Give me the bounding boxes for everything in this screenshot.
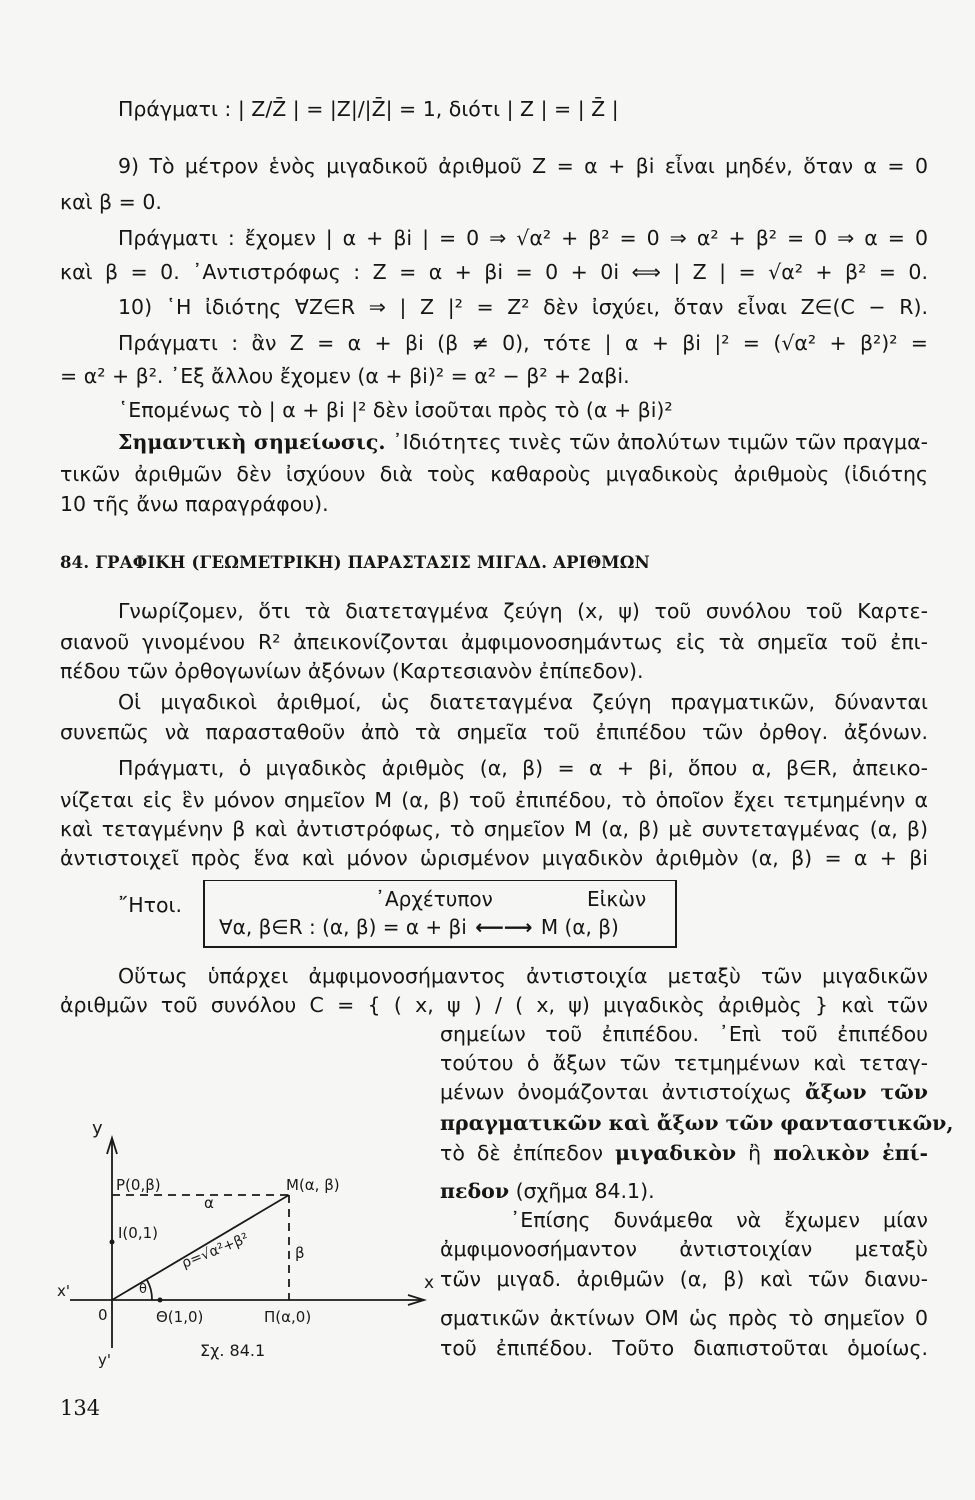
term-complex: μιγαδικὸν <box>615 1141 737 1165</box>
right-line-5 <box>440 1139 928 1167</box>
right-line-5-text: τὸ δὲ ἐπίπεδον <box>440 1141 603 1165</box>
box-header-archetype: ᾿Αρχέτυπον <box>375 887 493 911</box>
right-line-9: τῶν μιγαδ. ἀριθμῶν (α, β) καὶ τῶν διανυ- <box>440 1267 928 1291</box>
x-prime-label: x' <box>57 1282 71 1300</box>
double-arrow-icon: ⟵⟶ <box>475 915 533 939</box>
term-polar: πολικὸν ἐπί- <box>773 1141 929 1165</box>
line-10 <box>118 428 928 456</box>
para-line-10: Οὕτως ὑπάρχει ἀμφιμονοσήμαντος ἀντιστοιχία μεταξὺ τῶν μιγαδικῶν <box>118 964 928 988</box>
mapping-box <box>203 880 677 948</box>
para-line-11: ἀριθμῶν τοῦ συνόλου C = { ( x, ψ ) / ( x, ψ) μιγαδικὸς ἀριθμὸς } καὶ τῶν <box>60 993 928 1017</box>
note-text: ᾿Ιδιότητες τινὲς τῶν ἀπολύτων τιμῶν τῶν πραγμα- <box>385 430 928 454</box>
line-1: Πράγματι : | Z/Z̄ | = |Z|/|Z̄| = 1, διότι | Z | = | Z̄ | <box>118 97 619 121</box>
right-line-10: σματικῶν ἀκτίνων OM ὡς πρὸς τὸ σημεῖον 0 <box>440 1306 928 1330</box>
figure-84-1 <box>52 1110 437 1380</box>
right-line-8: ἀμφιμονοσήμαντον ἀντιστοιχίαν μεταξὺ <box>440 1237 928 1261</box>
figure-caption: Σχ. 84.1 <box>200 1341 266 1360</box>
angle-arc <box>147 1280 152 1300</box>
line-8: = α² + β². ᾿Εξ ἄλλου ἔχομεν (α + βi)² = α² − β² + 2αβi. <box>60 364 630 388</box>
note-title: Σημαντικὴ σημείωσις. <box>118 430 386 454</box>
line-11: τικῶν ἀριθμῶν δὲν ἰσχύουν διὰ τοὺς καθαροὺς μιγαδικοὺς ἀριθμοὺς (ἰδιότης <box>60 462 928 486</box>
para-line-1: Γνωρίζομεν, ὅτι τὰ διατεταγμένα ζεύγη (x, ψ) τοῦ συνόλου τοῦ Καρτε- <box>118 599 928 623</box>
box-right: Μ (α, β) <box>540 915 619 939</box>
line-9: ῾Επομένως τὸ | α + βi |² δὲν ἰσοῦται πρὸς τὸ (α + βi)² <box>118 398 673 422</box>
right-line-3 <box>440 1078 928 1106</box>
point-Theta-label: Θ(1,0) <box>156 1308 204 1326</box>
para-line-5: συνεπῶς νὰ παρασταθοῦν ἀπὸ τὰ σημεῖα τοῦ ἐπιπέδου τῶν ὀρθογ. ἀξόνων. <box>60 720 928 744</box>
line-6: 10) ῾Η ἰδιότης ∀Ζ∈R ⇒ | Ζ |² = Ζ² δὲν ἰσχύει, ὅταν εἶναι Ζ∈(C − R). <box>118 295 928 319</box>
para-line-7: νίζεται εἰς ἓν μόνον σημεῖον Μ (α, β) τοῦ ἐπιπέδου, τὸ ὁποῖον ἔχει τετμημένην α <box>60 788 928 812</box>
y-prime-label: y' <box>98 1351 112 1369</box>
point-P-label: P(0,β) <box>116 1176 161 1194</box>
box-header-image: Εἰκὼν <box>587 887 647 911</box>
htoi-label: ῎Ητοι. <box>118 893 183 917</box>
right-line-7: ᾿Επίσης δυνάμεθα νὰ ἔχωμεν μίαν <box>510 1208 928 1232</box>
box-left: ∀α, β∈R : (α, β) = α + βi <box>219 915 467 939</box>
page-number: 134 <box>60 1396 101 1420</box>
line-3: καὶ β = 0. <box>60 190 162 214</box>
angle-label: θ <box>139 1282 147 1297</box>
line-7: Πράγματι : ἂν Ζ = α + βi (β ≠ 0), τότε | α + βi |² = (√α² + β²)² = <box>118 331 928 355</box>
term-plane: πεδον <box>440 1179 510 1203</box>
origin-label: 0 <box>98 1306 108 1324</box>
section-heading: 84. ΓΡΑΦΙΚΗ (ΓΕΩΜΕΤΡΙΚΗ) ΠΑΡΑΣΤΑΣΙΣ ΜΙΓΑΔ. ΑΡΙΘΜΩΝ <box>60 553 650 572</box>
y-axis-label: y <box>92 1118 103 1139</box>
para-line-8: καὶ τεταγμένην β καὶ ἀντιστρόφως, τὸ σημεῖον Μ (α, β) μὲ συντεταγμένας (α, β) <box>60 817 928 841</box>
point-Theta <box>158 1298 163 1303</box>
para-line-4: Οἱ μιγαδικοὶ ἀριθμοί, ὡς διατεταγμένα ζεύγη πραγματικῶν, δύνανται <box>118 690 928 714</box>
point-M-label: M(α, β) <box>286 1176 340 1194</box>
line-12: 10 τῆς ἄνω παραγράφου). <box>60 492 329 516</box>
line-2: 9) Τὸ μέτρον ἑνὸς μιγαδικοῦ ἀριθμοῦ Ζ = α + βi εἶναι μηδέν, ὅταν α = 0 <box>118 154 928 178</box>
figure-ref: (σχῆμα 84.1). <box>509 1179 655 1203</box>
right-line-5-or: ἢ <box>736 1141 774 1165</box>
para-line-6: Πράγματι, ὁ μιγαδικὸς ἀριθμὸς (α, β) = α + βi, ὅπου α, β∈R, ἀπεικο- <box>118 756 928 780</box>
point-I <box>110 1240 115 1245</box>
beta-segment-label: β <box>295 1244 305 1262</box>
right-line-1: σημείων τοῦ ἐπιπέδου. ᾿Επὶ τοῦ ἐπιπέδου <box>440 1022 928 1046</box>
line-4: Πράγματι : ἔχομεν | α + βi | = 0 ⇒ √α² + β² = 0 ⇒ α² + β² = 0 ⇒ α = 0 <box>118 226 928 250</box>
box-mapping-row <box>219 915 619 939</box>
right-line-3-text: μένων ὀνομάζονται ἀντιστοίχως <box>440 1080 792 1104</box>
para-line-2: σιανοῦ γινομένου R² ἀπεικονίζονται ἀμφιμονοσημάντως εἰς τὰ σημεῖα τοῦ ἐπι- <box>60 630 928 654</box>
right-line-6 <box>440 1177 928 1205</box>
right-line-2: τούτου ὁ ἄξων τῶν τετμημένων καὶ τεταγ- <box>440 1051 928 1075</box>
right-line-4: πραγματικῶν καὶ ἄξων τῶν φανταστικῶν, <box>440 1111 954 1135</box>
right-line-11: τοῦ ἐπιπέδου. Τοῦτο διαπιστοῦται ὁμοίως. <box>440 1336 928 1360</box>
point-Pi-label: Π(α,0) <box>264 1308 312 1326</box>
x-axis-label: x <box>424 1273 435 1293</box>
alpha-segment-label: α <box>204 1194 214 1212</box>
line-5: καὶ β = 0. ᾿Αντιστρόφως : Ζ = α + βi = 0 + 0i ⟺ | Ζ | = √α² + β² = 0. <box>60 260 928 284</box>
term-real-axis: ἄξων τῶν <box>804 1080 928 1104</box>
para-line-9: ἀντιστοιχεῖ πρὸς ἕνα καὶ μόνον ὡρισμένον μιγαδικὸν ἀριθμὸν (α, β) = α + βi <box>60 846 928 870</box>
point-I-label: I(0,1) <box>118 1224 158 1242</box>
radius-label: ρ=√α²+β² <box>179 1230 252 1272</box>
para-line-3: πέδου τῶν ὀρθογωνίων ἀξόνων (Καρτεσιανὸν ἐπίπεδον). <box>60 659 644 683</box>
